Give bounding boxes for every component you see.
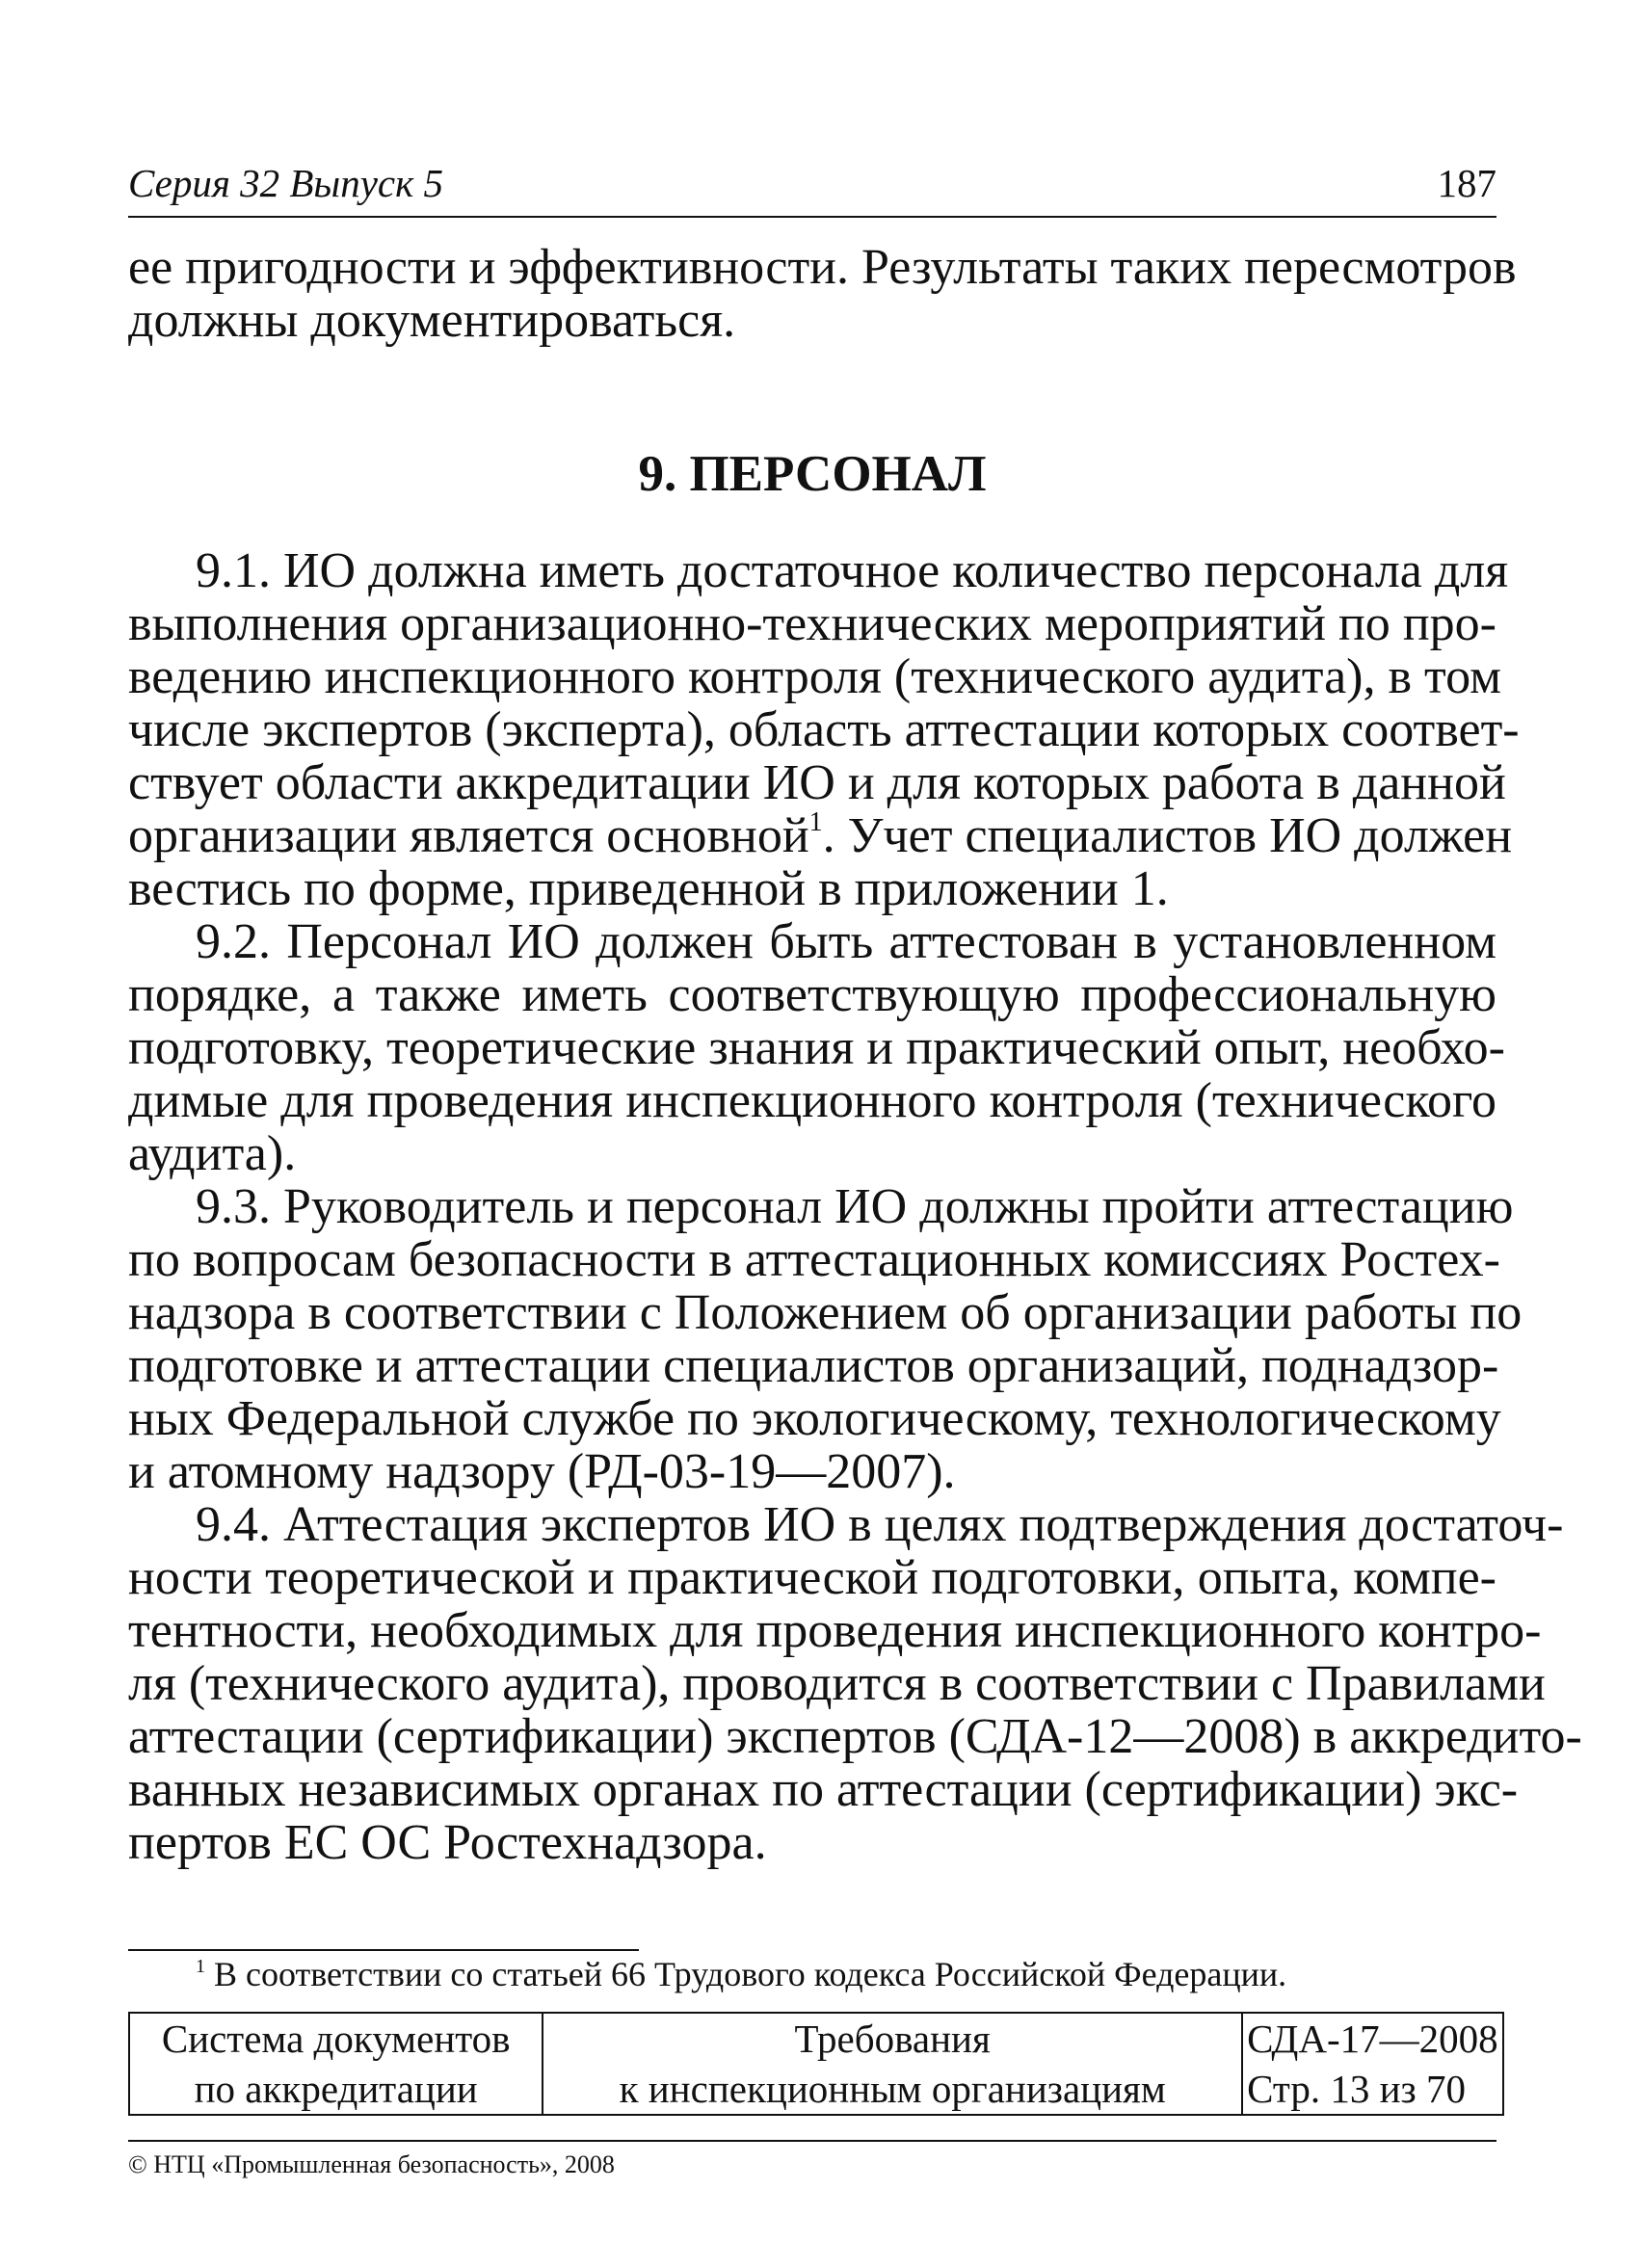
footnote-mark: 1 xyxy=(196,1956,205,1977)
cell-line: по аккредитации xyxy=(194,2067,478,2111)
text-line: пертов ЕС ОС Ростехнадзора. xyxy=(128,1815,767,1870)
cell-line: к инспекционным организациям xyxy=(619,2067,1166,2111)
text-line: аудита). xyxy=(128,1126,297,1181)
text-line: по вопросам безопасности в аттестационных комиссиях Ростех- xyxy=(128,1232,1500,1287)
text-line: ности теоретической и практической подготовки, опыта, компе- xyxy=(128,1550,1496,1605)
text-line: подготовке и аттестации специалистов организаций, поднадзор- xyxy=(128,1338,1499,1393)
text-line: выполнения организационно-технических мероприятий по про- xyxy=(128,596,1496,651)
cell-line: Система документов xyxy=(161,2017,511,2061)
paragraph-9-4 xyxy=(128,1497,1582,1870)
bottom-divider xyxy=(128,2140,1496,2142)
text-line: 9.4. Аттестация экспертов ИО в целях подтверждения достаточ- xyxy=(196,1497,1564,1552)
text-line: и атомному надзору (РД-03-19—2007). xyxy=(128,1444,956,1499)
text-line: тентности, необходимых для проведения инспекционного контро- xyxy=(128,1603,1542,1658)
table-cell-requirements xyxy=(543,2013,1242,2115)
text-line: числе экспертов (эксперта), область аттестации которых соответ- xyxy=(128,702,1520,757)
paragraph-9-2 xyxy=(128,914,1505,1181)
cell-line: Стр. 13 из 70 xyxy=(1247,2067,1466,2111)
text-line: 9.3. Руководитель и персонал ИО должны пройти аттестацию xyxy=(196,1179,1514,1234)
cell-line: СДА-17—2008 xyxy=(1247,2017,1498,2061)
text-line: ванных независимых органах по аттестации (сертификации) экс- xyxy=(128,1762,1519,1817)
text-line: ведению инспекционного контроля (технического аудита), в том xyxy=(128,649,1501,704)
text-line: ля (технического аудита), проводится в соответствии с Правилами xyxy=(128,1656,1546,1711)
section-title: 9. ПЕРСОНАЛ xyxy=(638,446,987,502)
text-segment: организации является основной xyxy=(128,808,809,863)
series-title: Серия 32 Выпуск 5 xyxy=(128,161,444,205)
text-line: аттестации (сертификации) экспертов (СДА-12—2008) в аккредито- xyxy=(128,1709,1582,1764)
text-line: подготовку, теоретические знания и практический опыт, необхо- xyxy=(128,1020,1505,1075)
text-line: 9.1. ИО должна иметь достаточное количество персонала для xyxy=(196,543,1509,598)
table-row xyxy=(129,2013,1503,2115)
table-cell-system xyxy=(129,2013,543,2115)
text-segment: . Учет специалистов ИО должен xyxy=(822,808,1513,863)
copyright-notice: © НТЦ «Промышленная безопасность», 2008 xyxy=(128,2150,615,2178)
text-line: 9.2. Персонал ИО должен быть аттестован в установленном xyxy=(196,914,1496,969)
text-line: димые для проведения инспекционного контроля (технического xyxy=(128,1073,1496,1128)
page-number: 187 xyxy=(1437,161,1496,205)
text-line: надзора в соответствии с Положением об организации работы по xyxy=(128,1285,1523,1340)
text-line: вестись по форме, приведенной в приложении 1. xyxy=(128,861,1169,916)
text-line: ствует области аккредитации ИО и для которых работа в данной xyxy=(128,755,1506,810)
cell-line: Требования xyxy=(794,2017,991,2061)
footnote xyxy=(196,1954,1286,1994)
paragraph-9-1 xyxy=(128,543,1520,916)
text-line: порядке, а также иметь соответствующую профессиональную xyxy=(128,967,1496,1022)
footnote-text: В соответствии со статьей 66 Трудового кодекса Российской Федерации. xyxy=(214,1955,1287,1993)
footnote-divider xyxy=(128,1949,639,1951)
paragraph-9-3 xyxy=(128,1179,1523,1499)
footnote-ref: 1 xyxy=(808,807,823,837)
document-info-table xyxy=(128,2012,1504,2116)
text-line: ных Федеральной службе по экологическому, технологическому xyxy=(128,1391,1501,1446)
text-line-with-footnote xyxy=(128,807,1513,863)
table-cell-doc-id xyxy=(1242,2013,1503,2115)
running-header xyxy=(128,154,1496,218)
text-line: должны документироваться. xyxy=(128,293,736,348)
intro-paragraph xyxy=(128,240,1517,348)
text-line: ее пригодности и эффективности. Результаты таких пересмотров xyxy=(128,240,1517,295)
